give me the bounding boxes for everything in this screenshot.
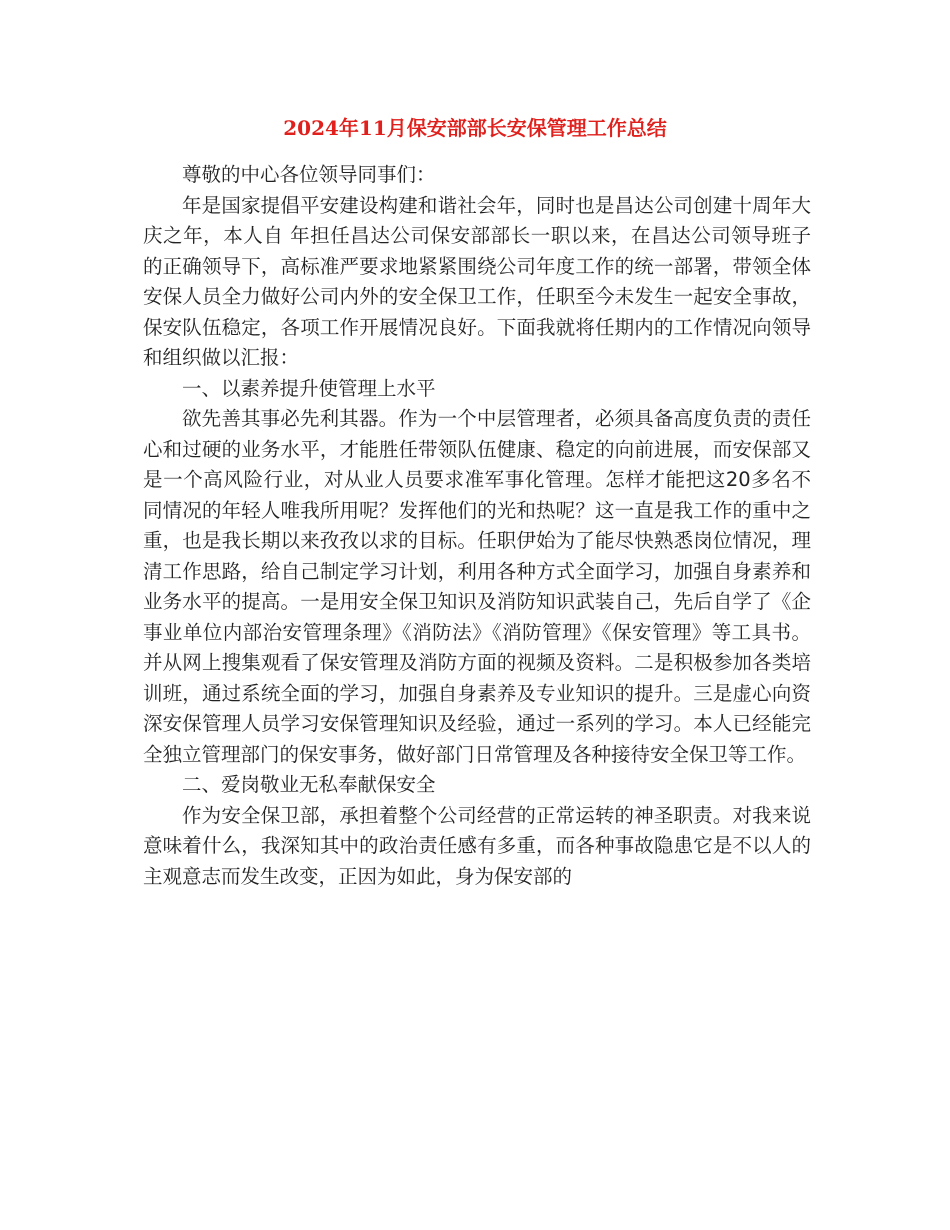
document-body xyxy=(143,160,811,892)
salutation-paragraph: 尊敬的中心各位领导同事们： xyxy=(182,163,436,186)
section-1-paragraph: 欲先善其事必先利其器。作为一个中层管理者，必须具备高度负责的责任心和过硬的业务水平，才能胜任带领队伍健康、稳定的向前进展，而安保部又是一个高风险行业，对从业人员要求准军事化管理。怎样才能把这20多名不同情况的年轻人唯我所用呢？发挥他们的光和热呢？这一直是我工作的重中之重，也是我长期以来孜孜以求的目标。任职伊始为了能尽快熟悉岗位情况，理清工作思路，给自己制定学习计划，利用各种方式全面学习，加强自身素养和业务水平的提高。一是用安全保卫知识及消防知识武装自己，先后自学了《企事业单位内部治安管理条理》《消防法》《消防管理》《保安管理》等工具书。并从网上搜集观看了保安管理及消防方面的视频及资料。二是积极参加各类培训班，通过系统全面的学习，加强自身素养及专业知识的提升。三是虚心向资深安保管理人员学习安保管理知识及经验，通过一系列的学习。本人已经能完全独立管理部门的保安事务，做好部门日常管理及各种接待安全保卫等工作。 xyxy=(143,407,811,766)
section-heading-2: 二、爱岗敬业无私奉献保安全 xyxy=(182,773,436,796)
intro-paragraph: 年是国家提倡平安建设构建和谐社会年，同时也是昌达公司创建十周年大庆之年，本人自 年担任昌达公司保安部部长一职以来，在昌达公司领导班子的正确领导下，高标准严要求地紧紧围绕公司年度工作的统一部署，带领全体安保人员全力做好公司内外的安全保卫工作，任职至今未发生一起安全事故，保安队伍稳定，各项工作开展情况良好。下面我就将任期内的工作情况向领导和组织做以汇报： xyxy=(143,193,811,369)
section-heading-1: 一、以素养提升使管理上水平 xyxy=(182,376,436,400)
document-title: 2024年11月保安部部长安保管理工作总结 xyxy=(283,116,667,140)
section-2-paragraph: 作为安全保卫部，承担着整个公司经营的正常运转的神圣职责。对我来说意味着什么，我深知其中的政治责任感有多重，而各种事故隐患它是不以人的主观意志而发生改变，正因为如此，身为保安部的 xyxy=(143,803,811,888)
